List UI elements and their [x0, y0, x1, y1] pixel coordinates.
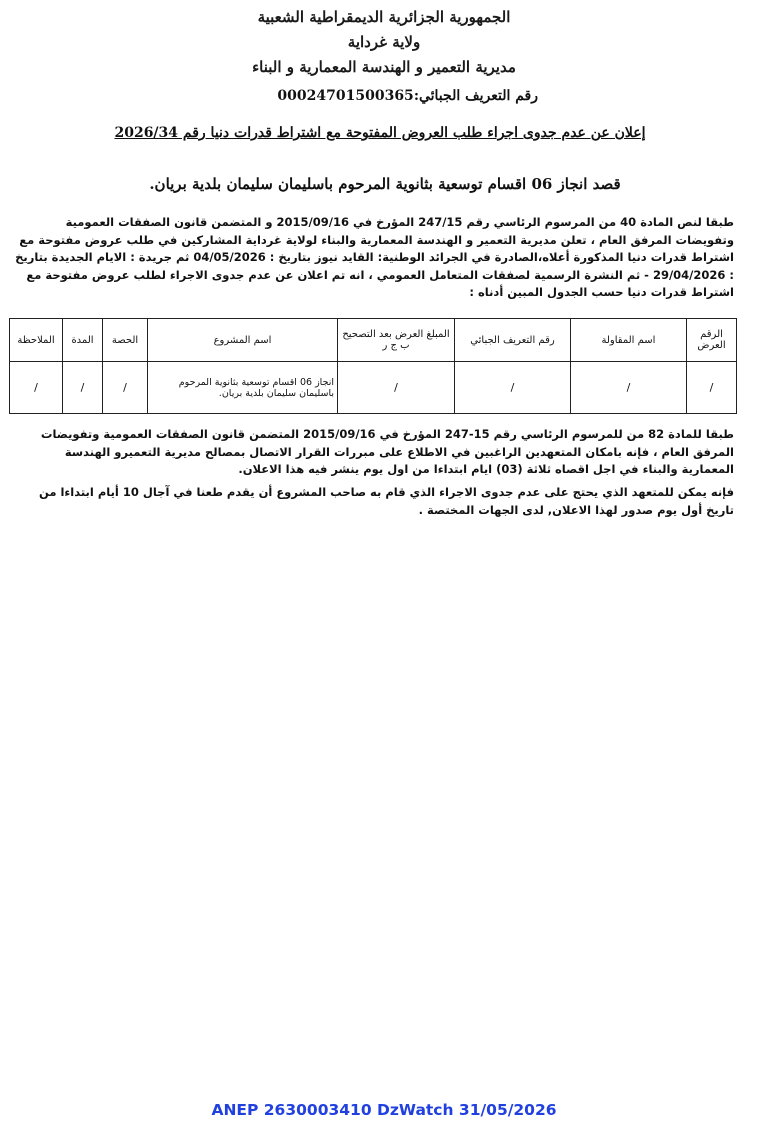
cell-lot: /	[103, 362, 148, 414]
col-header-tax-id: رقم التعريف الجبائي	[455, 319, 571, 362]
header-directorate: مديرية التعمير و الهندسة المعمارية و البناء	[252, 58, 516, 76]
paragraph-appeal: فإنه يمكن للمتعهد الذي يحتج على عدم جدوى الاجراء الذي قام به صاحب المشروع أن يقدم طعنا في آجال 10 أيام ابتداءا من تاريخ أول يوم صدور لهذا الاعلان, لدى الجهات المختصة .	[38, 485, 734, 517]
col-header-company-name: اسم المقاولة	[571, 319, 687, 362]
col-header-offer-number: الرقم العرض	[687, 319, 737, 362]
col-header-duration: المدة	[63, 319, 103, 362]
header-wilaya: ولاية غرداية	[347, 33, 421, 51]
table-header-row	[10, 319, 737, 362]
paragraph-article-82: طبقا للمادة 82 من للمرسوم الرئاسي رقم 15-247 المؤرخ في 2015/09/16 المتضمن قانون الصفقات العمومية وتفويضات المرفق العام ، فإنه بامكان المتعهدين الراغبين في الاطلاع على مبررات القرار الاتصال بمصالح مديرية التعميرو الهندسة المعمارية والبناء في اجل اقصاه ثلاثة (03) ايام ابتداءا من اول يوم ينشر فيه هذا الاعلان.	[40, 427, 734, 476]
col-header-lot: الحصة	[103, 319, 148, 362]
cell-tax-id: /	[455, 362, 571, 414]
cell-project-name: انجاز 06 اقسام توسعية بثانوية المرحوم باسليمان سليمان بلدية بريان.	[148, 362, 338, 414]
cell-company-name: /	[571, 362, 687, 414]
table-row	[10, 362, 737, 414]
notice-title: إعلان عن عدم جدوى اجراء طلب العروض المفتوحة مع اشتراط قدرات دنيا رقم 2026/34	[114, 125, 646, 141]
col-header-offer-amount: المبلغ العرض بعد التصحيح ب ج ر	[338, 319, 455, 362]
col-header-note: الملاحظة	[10, 319, 63, 362]
paragraph-intro: طبقا لنص المادة 40 من المرسوم الرئاسي رقم 247/15 المؤرخ في 2015/09/16 و المتضمن قانون الصفقات العمومية وتفويضات المرفق العام ، تعلن مديرية التعمير و الهندسة المعمارية والبناء لولاية غرداية المشاركين في طلب عروض مفتوحة مع اشتراط قدرات دنيا المذكورة أعلاه،الصادرة في الجرائد الوطنية: القايد نيوز بتاريخ : 04/05/2026 ثم جريدة : الايام الجديدة بتاريخ : 29/04/2026 - ثم النشرة الرسمية لصفقات المتعامل العمومي ، انه تم اعلان عن عدم جدوى الاجراء لطلب عروض مفتوحة مع اشتراط قدرات دنيا حسب الجدول المبين أدناه :	[15, 215, 734, 299]
cell-note: /	[10, 362, 63, 414]
project-title: قصد انجاز 06 اقسام توسعية بثانوية المرحوم باسليمان سليمان بلدية بريان.	[149, 175, 621, 193]
footer-reference: ANEP 2630003410 DzWatch 31/05/2026	[211, 1101, 557, 1119]
awards-table	[9, 318, 737, 414]
cell-offer-number: /	[687, 362, 737, 414]
cell-offer-amount: /	[338, 362, 455, 414]
cell-duration: /	[63, 362, 103, 414]
header-republic: الجمهورية الجزائرية الديمقراطية الشعبية	[257, 8, 511, 26]
col-header-project-name: اسم المشروع	[148, 319, 338, 362]
tax-id: رقم التعريف الجبائي:00024701500365	[277, 88, 538, 104]
